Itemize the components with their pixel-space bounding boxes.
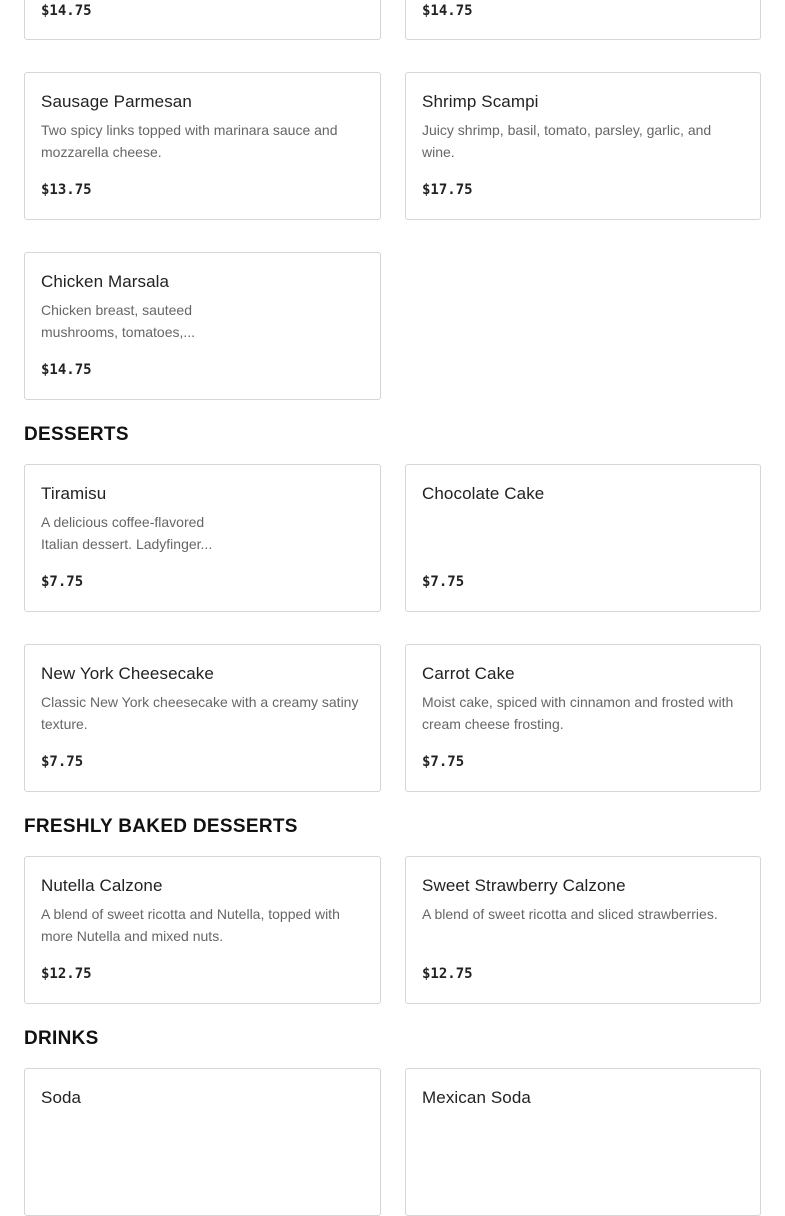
item-name: Soda: [41, 1088, 82, 1107]
menu-item-card-tiramisu[interactable]: [24, 464, 381, 612]
item-name: New York Cheesecake: [41, 664, 214, 683]
item-price: $17.75: [422, 182, 473, 198]
item-price: $7.75: [422, 574, 465, 590]
item-description: Moist cake, spiced with cinnamon and frosted with cream cheese frosting.: [422, 694, 734, 732]
item-name: Tiramisu: [41, 484, 107, 503]
menu-item-card-mexican-soda[interactable]: [405, 1068, 761, 1216]
menu-item-card-carrot-cake[interactable]: [405, 644, 761, 792]
section-title-freshly-baked-desserts: FRESHLY BAKED DESSERTS: [24, 816, 298, 837]
item-price: $7.75: [41, 754, 84, 770]
item-description: A blend of sweet ricotta and Nutella, topped with more Nutella and mixed nuts.: [41, 906, 340, 944]
item-name: Chicken Marsala: [41, 272, 170, 291]
item-price: $12.75: [41, 966, 92, 982]
menu-item-card-sweet-strawberry-calzone[interactable]: [405, 856, 761, 1004]
menu-item-card-chocolate-cake[interactable]: [405, 464, 761, 612]
menu-item-card[interactable]: [24, 0, 381, 40]
item-description: A blend of sweet ricotta and sliced strawberries.: [422, 906, 718, 922]
item-price: $13.75: [41, 182, 92, 198]
menu-item-card-soda[interactable]: [24, 1068, 381, 1216]
menu-item-card-new-york-cheesecake[interactable]: [24, 644, 381, 792]
section-title-drinks: DRINKS: [24, 1028, 99, 1049]
item-price: $7.75: [41, 574, 84, 590]
item-name: Mexican Soda: [422, 1088, 531, 1107]
item-description: Two spicy links topped with marinara sauce and mozzarella cheese.: [41, 122, 338, 160]
item-price: $14.75: [41, 3, 92, 19]
section-title-desserts: DESSERTS: [24, 424, 129, 445]
menu-item-card-nutella-calzone[interactable]: [24, 856, 381, 1004]
menu-item-card[interactable]: [405, 0, 761, 40]
item-name: Nutella Calzone: [41, 876, 163, 895]
item-description: Juicy shrimp, basil, tomato, parsley, garlic, and wine.: [422, 122, 712, 160]
item-price: $14.75: [41, 362, 92, 378]
item-price: $12.75: [422, 966, 473, 982]
item-description: Chicken breast, sauteed mushrooms, tomatoes,...: [41, 302, 196, 340]
item-name: Sausage Parmesan: [41, 92, 192, 111]
menu-item-card-chicken-marsala[interactable]: [24, 252, 381, 400]
menu-item-card-shrimp-scampi[interactable]: [405, 72, 761, 220]
item-name: Carrot Cake: [422, 664, 515, 683]
item-description: A delicious coffee-flavored Italian dessert. Ladyfinger...: [41, 514, 213, 552]
item-price: $14.75: [422, 3, 473, 19]
item-name: Chocolate Cake: [422, 484, 545, 503]
item-name: Shrimp Scampi: [422, 92, 539, 111]
item-description: Classic New York cheesecake with a creamy satiny texture.: [41, 694, 359, 732]
item-price: $7.75: [422, 754, 465, 770]
item-name: Sweet Strawberry Calzone: [422, 876, 626, 895]
menu-item-card-sausage-parmesan[interactable]: [24, 72, 381, 220]
